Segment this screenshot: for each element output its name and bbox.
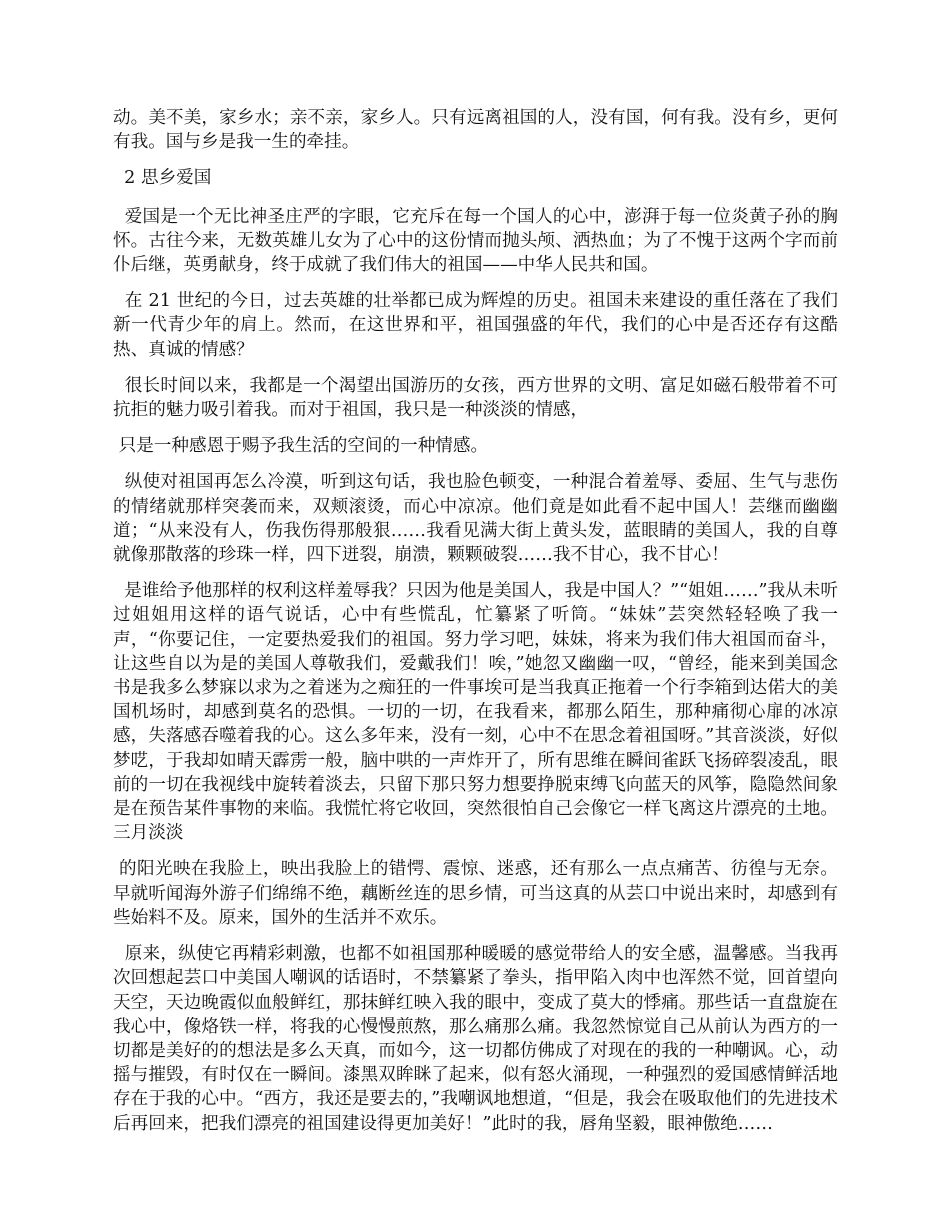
paragraph-2: 爱国是一个无比神圣庄严的字眼，它充斥在每一个国人的心中，澎湃于每一位炎黄子孙的胸怀。古往今来，无数英雄儿女为了心中的这份情而抛头颅、洒热血；为了不愧于这两个字而前仆后继，英勇献身，终于成就了我们伟大的祖国——中华人民共和国。 [113,206,838,276]
paragraph-4: 很长时间以来，我都是一个渴望出国游历的女孩，西方世界的文明、富足如磁石般带着不可抗拒的魅力吸引着我。而对于祖国，我只是一种淡淡的情感， [113,375,838,421]
paragraph-6: 纵使对祖国再怎么冷漠，听到这句话，我也脸色顿变，一种混合着羞辱、委屈、生气与悲伤的情绪就那样突袭而来，双颊滚烫，而心中凉凉。他们竟是如此看不起中国人！芸继而幽幽道；“从来没有人，伤我伤得那般狠……我看见满大街上黄头发，蓝眼睛的美国人，我的自尊就像那散落的珍珠一样，四下迸裂，崩溃，颗颗破裂……我不甘心，我不甘心！ [113,472,838,566]
paragraph-7: 是谁给予他那样的权利这样羞辱我？只因为他是美国人，我是中国人？”“姐姐……”我从未听过姐姐用这样的语气说话，心中有些慌乱，忙纂紧了听筒。“妹妹”芸突然轻轻唤了我一声，“你要记住，一定要热爱我们的祖国。努力学习吧，妹妹，将来为我们伟大祖国而奋斗，让这些自以为是的美国人尊敬我们，爱戴我们！唉，”她忽又幽幽一叹，“曾经，能来到美国念书是我多么梦寐以求为之着迷为之痴狂的一件事埃可是当我真正拖着一个行李箱到达偌大的美国机场时，却感到莫名的恐惧。一切的一切，在我看来，都那么陌生，那种痛彻心扉的冰凉感，失落感吞噬着我的心。这么多年来，没有一刻，心中不在思念着祖国呀。”其音淡淡，好似梦呓，于我却如晴天霹雳一般，脑中哄的一声炸开了，所有思维在瞬间雀跃飞扬碎裂凌乱，眼前的一切在我视线中旋转着淡去，只留下那只努力想要挣脱束缚飞向蓝天的风筝，隐隐然间象是在预告某件事物的来临。我慌忙将它收回，突然很怕自己会像它一样飞离这片漂亮的土地。三月淡淡 [113,581,838,844]
paragraph-3: 在 21 世纪的今日，过去英雄的壮举都已成为辉煌的历史。祖国未来建设的重任落在了我们新一代青少年的肩上。然而，在这世界和平，祖国强盛的年代，我们的心中是否还存有这酷热、真诚的情感？ [113,291,839,360]
document-page [113,106,838,1148]
paragraph-1: 动。美不美，家乡水；亲不亲，家乡人。只有远离祖国的人，没有国，何有我。没有乡，更何有我。国与乡是我一生的牵挂。 [113,108,838,153]
section-heading: 2 思乡爱国 [113,168,212,189]
paragraph-9: 原来，纵使它再精彩刺激，也都不如祖国那种暖暖的感觉带给人的安全感，温馨感。当我再次回想起芸口中美国人嘲讽的话语时，不禁纂紧了拳头，指甲陷入肉中也浑然不觉，回首望向天空，天边晚霞似血般鲜红，那抹鲜红映入我的眼中，变成了莫大的悸痛。那些话一直盘旋在我心中，像烙铁一样，将我的心慢慢煎熬，那么痛那么痛。我忽然惊觉自己从前认为西方的一切都是美好的的想法是多么天真，而如今，这一切都仿佛成了对现在的我的一种嘲讽。心，动摇与摧毁，有时仅在一瞬间。漆黑双眸眯了起来，似有怒火涌现，一种强烈的爱国感情鲜活地存在于我的心中。“西方，我还是要去的，”我嘲讽地想道，“但是，我会在吸取他们的先进技术后再回来，把我们漂亮的祖国建设得更加美好！”此时的我，唇角坚毅，眼神傲绝…… [113,944,838,1134]
paragraph-8: 的阳光映在我脸上，映出我脸上的错愕、震惊、迷惑，还有那么一点点痛苦、彷徨与无奈。早就听闻海外游子们绵绵不绝，藕断丝连的思乡情，可当这真的从芸口中说出来时，却感到有些始料不及。原来，国外的生活并不欢乐。 [113,859,838,928]
paragraph-5: 只是一种感恩于赐予我生活的空间的一种情感。 [113,436,489,457]
